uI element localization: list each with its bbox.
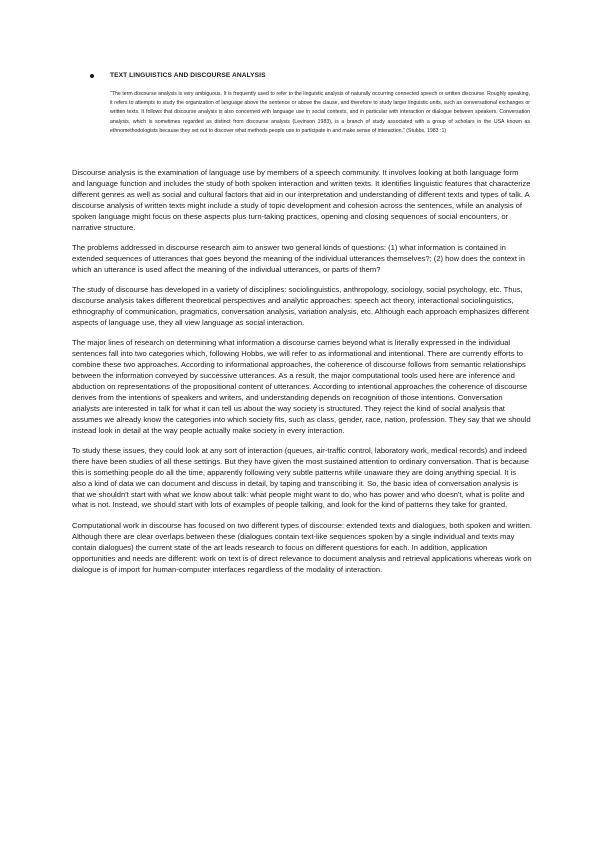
paragraph-1: Discourse analysis is the examination of language use by members of a speech community. It involves looking at both language form and language function and includes the study of both spoken interaction and written texts. It identifies linguistic features that characterize different genres as well as social and cultural factors that aid in our interpretation and understanding of different texts and types of talk. A discourse analysis of written texts might include a study of topic development and cohesion across the sentences, while an analysis of spoken language might focus on these aspects plus turn-taking practices, opening and closing sequences of social encounters, or narrative structure. — [72, 168, 531, 232]
section-heading: TEXT LINGUISTICS AND DISCOURSE ANALYSIS — [110, 72, 266, 79]
paragraph-6: Computational work in discourse has focused on two different types of discourse: extended texts and dialogues, both spoken and written. Although there are clear overlaps between these (dialogues contain text-like sequences spoken by a single individual and texts may contain dialogues) the current state of the art leads research to focus on different questions for each. In addition, application opportunities and needs are different: work on text is of direct relevance to document analysis and retrieval applications whereas work on dialogue is of import for human-computer interfaces regardless of the modality of interaction. — [72, 520, 532, 574]
section-heading-row — [90, 72, 520, 79]
body-text — [72, 168, 532, 585]
paragraph-2: The problems addressed in discourse research aim to answer two general kinds of questions: (1) what information is contained in extended sequences of utterances that goes beyond the meaning of the individual utterances themselves?; (2) how does the context in which an utterance is used affect the meaning of the individual utterances, or parts of them? — [72, 242, 525, 274]
bullet-icon — [90, 74, 94, 78]
paragraph-5: To study these issues, they could look at any sort of interaction (queues, air-traffic control, laboratory work, medical records) and indeed there have been studies of all these settings. But they have given the most sustained attention to ordinary conversation. That is because this is something people do all the time, apparently following very subtle patterns while unaware they are doing anything special. It is also a kind of data we can document and discuss in detail, by taping and transcribing it. So, the basic idea of conversation analysis is that we shouldn't start with what we know about talk: what people might want to do, who has power and who doesn't, what is polite and what is not. Instead, we should start with lots of examples of people talking, and look for the kind of patterns they take for granted. — [72, 445, 530, 510]
block-quote: "The term discourse analysis is very ambiguous. It is frequently used to refer to the linguistic analysis of naturally occurring connected speech or written discourse. Roughly speaking, it refers to attempts to study the organization of language above the sentence or above the clause, and therefore to study larger linguistic units, such as conversational exchanges or written texts. It follows that discourse analysis is also concerned with language use in social contexts, and in particular with interaction or dialogue between speakers. Conversation analysis, which is sometimes regarded as distinct from discourse analysis (Levinson 1983), is a branch of study associated with a group of scholars in the USA known as ethnomethodologists because they set out to discover what methods people use to participate in and make sense of interaction." (Stubbs, 1983 :1) — [110, 91, 530, 134]
paragraph-3: The study of discourse has developed in a variety of disciplines: sociolinguistics, anthropology, sociology, social psychology, etc. Thus, discourse analysis takes different theoretical perspectives and analytic approaches: speech act theory, interactional sociolinguistics, ethnography of communication, pragmatics, conversation analysis, variation analysis, etc. Although each approach emphasizes different aspects of language use, they all view language as social interaction. — [72, 285, 530, 327]
paragraph-4: The major lines of research on determining what information a discourse carries beyond what is literally expressed in the individual sentences fall into two categories which, following Hobbs, we will refer to as informational and intentional. There are currently efforts to combine these two approaches. According to informational approaches, the coherence of discourse follows from semantic relationships between the information conveyed by successive utterances. As a result, the major computational tools used here are inference and abduction on representations of the propositional content of utterances. According to intentional approaches the coherence of discourse derives from the intentions of speakers and writers, and understanding depends on recognition of those intentions. Conversation analysts are interested in talk for what it can tell us about the way society is structured. They reject the kind of social analysis that assumes we already know the categories into which society fits, such as class, gender, race, nation, profession. They say that we should instead look in detail at the way people actually make society in every interaction. — [72, 338, 531, 435]
